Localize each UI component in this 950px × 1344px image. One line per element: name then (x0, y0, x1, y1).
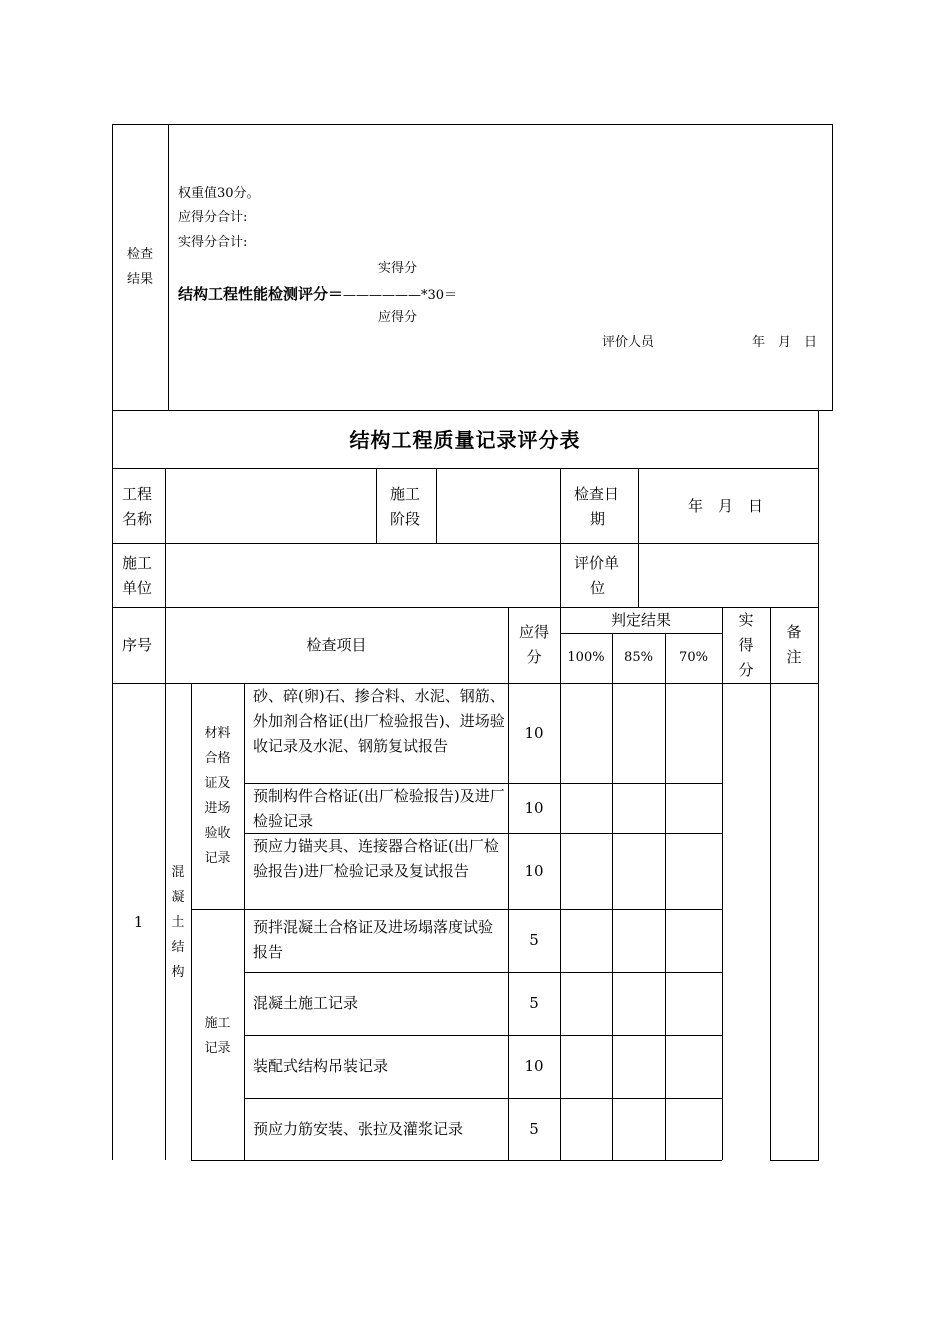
header-70: 70% (679, 650, 708, 665)
header-should-2: 分 (526, 648, 542, 666)
project-name-label-2: 名称 (122, 510, 153, 528)
should-total-label: 应得分合计: (178, 210, 248, 225)
formula-rest: ——————*30＝ (343, 288, 458, 303)
eval-unit-label-1: 评价单 (574, 554, 620, 572)
header-actual-1: 实 (738, 611, 754, 629)
item-text: 预制构件合格证(出厂检验报告)及进厂检验记录 (253, 787, 505, 830)
item-text: 砂、碎(卵)石、掺合料、水泥、钢筋、外加剂合格证(出厂检验报告)、进场验收记录及水泥、钢筋复试报告 (253, 687, 505, 755)
group-seq: 1 (133, 913, 144, 931)
item-text: 预应力筋安装、张拉及灌浆记录 (253, 1120, 464, 1138)
header-85: 85% (624, 650, 653, 665)
sub-material-line: 材料 (204, 726, 231, 741)
category-char: 土 (171, 915, 185, 930)
header-judgement: 判定结果 (610, 611, 671, 629)
unit-label-1: 施工 (122, 554, 153, 572)
check-date-label-1: 检查日 (574, 485, 620, 503)
stage-label-1: 施工 (390, 485, 421, 503)
header-item: 检查项目 (306, 636, 367, 654)
sub-material-line: 记录 (204, 851, 231, 866)
sub-construction-line: 记录 (204, 1041, 231, 1056)
item-text: 混凝土施工记录 (253, 994, 359, 1012)
sub-material-line: 证及 (204, 776, 231, 791)
evaluator-label: 评价人员 (602, 335, 655, 350)
header-should-1: 应得 (518, 623, 549, 641)
category-char: 结 (171, 940, 185, 955)
item-score: 10 (524, 1057, 544, 1075)
stage-label-2: 阶段 (390, 510, 421, 528)
category-char: 混 (171, 865, 185, 880)
check-date-label-2: 期 (590, 510, 606, 528)
item-score: 10 (524, 862, 544, 880)
sub-material-line: 验收 (204, 826, 231, 841)
unit-label-2: 单位 (122, 579, 153, 597)
formula-line (178, 281, 457, 309)
header-seq: 序号 (122, 636, 153, 654)
formula-denominator: 应得分 (378, 310, 418, 325)
sub-material-line: 合格 (204, 751, 231, 766)
eval-unit-label-2: 位 (590, 579, 606, 597)
weight-text: 权重值30分。 (178, 186, 260, 201)
project-name-label-1: 工程 (122, 485, 153, 503)
item-score: 5 (529, 931, 539, 949)
sub-material-line: 进场 (204, 801, 231, 816)
header-remark-1: 备 (786, 623, 802, 641)
result-label-line1: 检查 (127, 247, 154, 262)
item-score: 10 (524, 724, 544, 742)
check-date-value: 年 月 日 (688, 497, 764, 515)
item-text: 预拌混凝土合格证及进场塌落度试验报告 (253, 918, 494, 961)
header-100: 100% (567, 650, 605, 665)
category-char: 凝 (171, 890, 185, 905)
formula-numerator: 实得分 (378, 261, 418, 276)
evaluation-date: 年 月 日 (752, 335, 818, 350)
form-title: 结构工程质量记录评分表 (349, 428, 581, 452)
header-actual-3: 分 (738, 661, 754, 679)
header-actual-2: 得 (738, 636, 754, 654)
actual-total-label: 实得分合计: (178, 235, 248, 250)
sub-construction-line: 施工 (204, 1016, 231, 1031)
item-score: 5 (529, 1120, 539, 1138)
result-label-line2: 结果 (127, 272, 154, 287)
item-text: 预应力锚夹具、连接器合格证(出厂检验报告)进厂检验记录及复试报告 (253, 837, 499, 880)
item-score: 5 (529, 994, 539, 1012)
item-text: 装配式结构吊装记录 (253, 1057, 389, 1075)
formula-label: 结构工程性能检测评分＝ (178, 285, 344, 303)
category-char: 构 (171, 965, 185, 980)
item-score: 10 (524, 799, 544, 817)
header-remark-2: 注 (786, 648, 802, 666)
